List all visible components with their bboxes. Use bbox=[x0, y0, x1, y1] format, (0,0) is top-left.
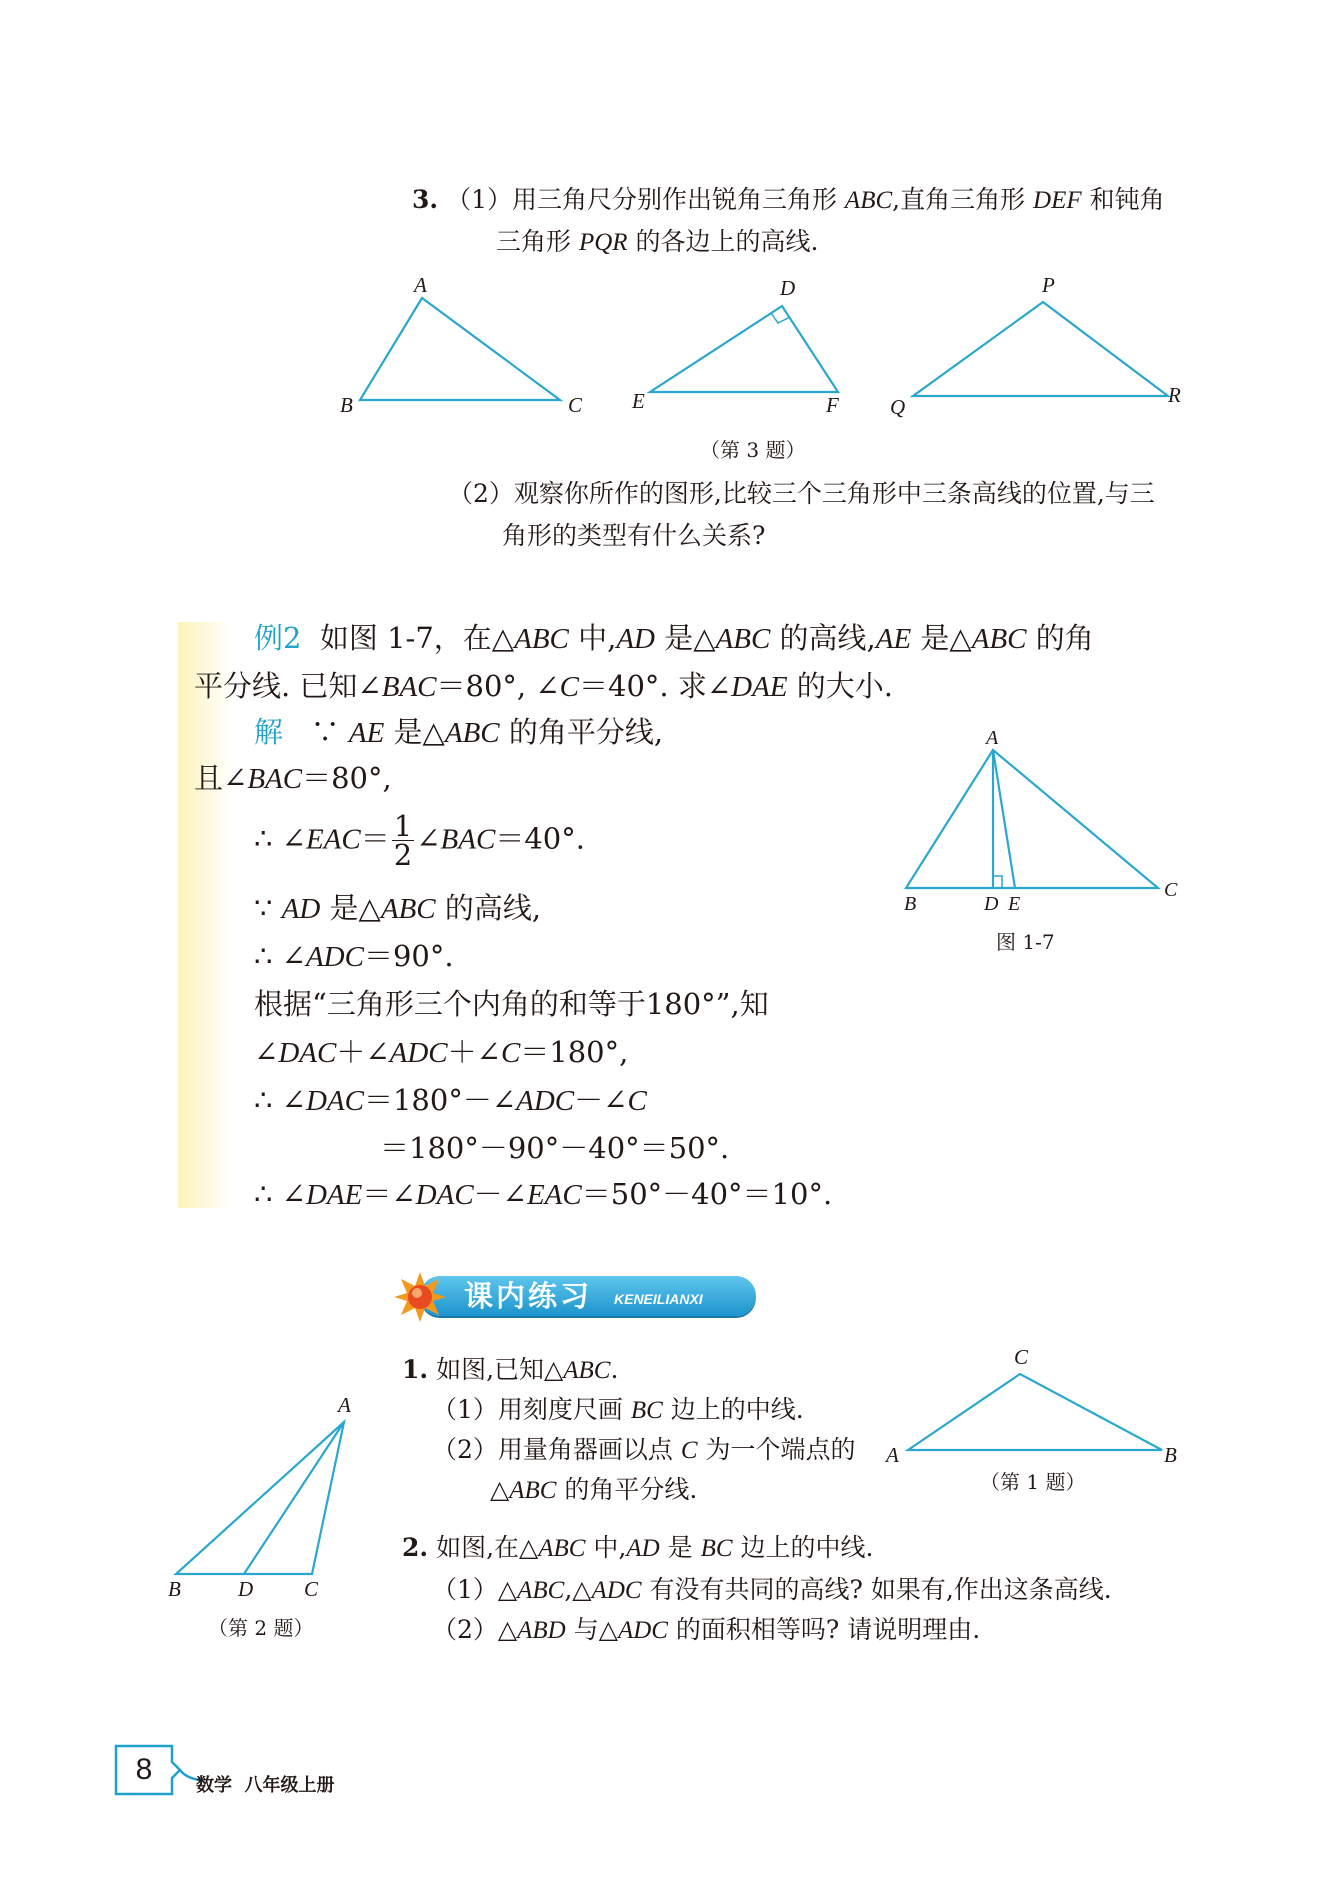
text: 的角 bbox=[1026, 621, 1094, 655]
solution-line8 bbox=[254, 1078, 647, 1123]
text: ＝50°－40°＝10°. bbox=[581, 1177, 833, 1211]
triangle-def bbox=[650, 306, 838, 392]
practice-q2-line3 bbox=[432, 1612, 980, 1649]
text: ＝180°, bbox=[520, 1035, 629, 1069]
math: ABD bbox=[517, 1617, 566, 1644]
text: ＝80°, bbox=[302, 761, 392, 795]
math: DEF bbox=[1033, 187, 1082, 214]
q3-line2 bbox=[496, 224, 818, 261]
text: （2）用量角器画以点 bbox=[432, 1435, 681, 1464]
math: ABC bbox=[971, 623, 1027, 655]
practice-q1-line1 bbox=[402, 1352, 618, 1389]
practice-q2-line2 bbox=[432, 1572, 1112, 1609]
math: ADC bbox=[617, 1617, 668, 1644]
math: ABC bbox=[444, 717, 500, 749]
label-b: B bbox=[168, 1577, 181, 1601]
math: ADC bbox=[305, 941, 364, 973]
practice-q2-figure bbox=[160, 1392, 360, 1602]
math: ADC bbox=[516, 1085, 575, 1117]
text: ∠ bbox=[416, 821, 441, 856]
text: 是△ bbox=[384, 715, 445, 749]
text: 三角形 bbox=[496, 227, 579, 256]
solution-line4 bbox=[254, 886, 541, 931]
text: 的各边上的高线. bbox=[627, 227, 819, 256]
math: ABC bbox=[517, 1577, 565, 1604]
text: ＝40°. bbox=[495, 821, 585, 856]
text: 如图,在△ bbox=[436, 1533, 539, 1562]
practice-q1-caption: （第 1 题） bbox=[980, 1470, 1086, 1494]
math: C bbox=[559, 671, 580, 703]
example-line1 bbox=[254, 616, 1094, 661]
math: BAC bbox=[247, 763, 303, 795]
math: AD bbox=[281, 893, 321, 925]
text: 为一个端点的 bbox=[697, 1435, 856, 1464]
text: 与△ bbox=[565, 1615, 618, 1644]
text: ∠ bbox=[254, 1035, 279, 1069]
math: AE bbox=[348, 717, 385, 749]
label-e: E bbox=[632, 389, 645, 413]
label-c: C bbox=[1164, 879, 1178, 901]
book-title: 数学 八年级上册 bbox=[196, 1775, 335, 1796]
right-angle-mark bbox=[993, 876, 1002, 888]
banner-subtitle: KENEILIANXI bbox=[614, 1291, 703, 1307]
text: . bbox=[610, 1355, 619, 1384]
math: C bbox=[627, 1085, 647, 1117]
label-f: F bbox=[826, 393, 839, 417]
math: EAC bbox=[526, 1179, 582, 1211]
triangle-pqr bbox=[913, 302, 1168, 396]
solution-line3 bbox=[254, 809, 585, 872]
text: －∠ bbox=[473, 1177, 527, 1211]
text: ∴ ∠ bbox=[254, 1083, 306, 1117]
math: ABC bbox=[563, 1357, 611, 1384]
bisector-ae bbox=[993, 750, 1015, 888]
text: 的角平分线. bbox=[556, 1475, 698, 1504]
q3-part2-line2: 角形的类型有什么关系? bbox=[502, 521, 766, 550]
question-number: 1. bbox=[402, 1355, 429, 1384]
practice-q2-line1 bbox=[402, 1530, 873, 1567]
math: PQR bbox=[578, 229, 628, 256]
math: DAE bbox=[731, 671, 788, 703]
text: 平分线. 已知∠ bbox=[194, 669, 382, 703]
math: ABC bbox=[514, 623, 569, 655]
page-number: 8 bbox=[135, 1753, 153, 1786]
text: 是△ bbox=[655, 621, 716, 655]
question-number: 2. bbox=[402, 1533, 429, 1562]
text: ∴ ∠ bbox=[254, 821, 306, 856]
text: ＋∠ bbox=[447, 1035, 501, 1069]
text: 边上的中线. bbox=[662, 1395, 804, 1424]
practice-q1-line4 bbox=[490, 1472, 697, 1509]
practice-q1-line2 bbox=[432, 1392, 804, 1429]
math: ABC bbox=[380, 893, 436, 925]
example-title: 例2 bbox=[254, 621, 302, 655]
text: 中, bbox=[568, 621, 617, 655]
text: ∵ bbox=[310, 715, 349, 749]
label-r: R bbox=[1168, 383, 1181, 407]
text: 且∠ bbox=[194, 761, 248, 795]
solution-line7 bbox=[254, 1030, 628, 1075]
label-b: B bbox=[1164, 1443, 1177, 1467]
solution-line10 bbox=[254, 1172, 832, 1217]
label-d: D bbox=[984, 893, 999, 915]
math: BAC bbox=[440, 823, 496, 856]
triangle-abc bbox=[360, 298, 560, 400]
math: DAC bbox=[278, 1037, 337, 1069]
math: AE bbox=[875, 623, 912, 655]
label-q: Q bbox=[890, 395, 906, 419]
text: 有没有共同的高线? 如果有,作出这条高线. bbox=[641, 1575, 1112, 1604]
label-a: A bbox=[414, 273, 427, 297]
math: DAC bbox=[305, 1085, 364, 1117]
text: △ bbox=[490, 1475, 510, 1504]
text: ∵ bbox=[254, 891, 282, 925]
label-a: A bbox=[338, 1393, 351, 1417]
solution-line5 bbox=[254, 934, 454, 979]
text: 如图 1-7，在△ bbox=[319, 621, 515, 655]
label-e: E bbox=[1008, 893, 1021, 915]
math: ADC bbox=[389, 1037, 448, 1069]
text: 的高线, bbox=[435, 891, 542, 925]
question-number: 3. bbox=[412, 185, 439, 214]
text: 中, bbox=[585, 1533, 627, 1562]
label-a: A bbox=[986, 727, 999, 749]
practice-q1-line3 bbox=[432, 1432, 856, 1469]
fraction bbox=[392, 809, 414, 872]
text: －∠ bbox=[574, 1083, 628, 1117]
text: ＋∠ bbox=[336, 1035, 390, 1069]
text: ＝∠ bbox=[362, 1177, 416, 1211]
math: ABC bbox=[509, 1477, 557, 1504]
text: ∴ ∠ bbox=[254, 939, 306, 973]
math: EAC bbox=[305, 823, 361, 856]
math: AD bbox=[616, 623, 656, 655]
denominator: 2 bbox=[393, 838, 413, 872]
text: ＝40°. 求∠ bbox=[579, 669, 732, 703]
solution-line9: ＝180°－90°－40°＝50°. bbox=[380, 1131, 730, 1165]
text: （2）△ bbox=[432, 1615, 518, 1644]
math: DAC bbox=[415, 1179, 474, 1211]
label-p: P bbox=[1042, 273, 1055, 297]
numerator: 1 bbox=[393, 809, 413, 843]
math: AD bbox=[626, 1535, 660, 1562]
text: 如图,已知△ bbox=[436, 1355, 564, 1384]
text: ∴ ∠ bbox=[254, 1177, 306, 1211]
text: ＝ bbox=[360, 821, 390, 856]
math: ABC bbox=[538, 1535, 586, 1562]
math: ADC bbox=[591, 1577, 642, 1604]
math: BC bbox=[630, 1397, 663, 1424]
math: C bbox=[500, 1037, 521, 1069]
label-d: D bbox=[238, 1577, 254, 1601]
label-c: C bbox=[1014, 1345, 1029, 1369]
q3-figure bbox=[330, 272, 1210, 422]
q3-part2-line1: （2）观察你所作的图形,比较三个三角形中三条高线的位置,与三 bbox=[448, 479, 1155, 508]
text: 边上的中线. bbox=[732, 1533, 874, 1562]
text: 和钝角 bbox=[1081, 185, 1165, 214]
label-b: B bbox=[340, 393, 353, 417]
q3-line1 bbox=[412, 182, 1165, 219]
practice-banner bbox=[392, 1270, 762, 1324]
text: 的面积相等吗? 请说明理由. bbox=[667, 1615, 981, 1644]
math: ABC bbox=[844, 187, 893, 214]
banner-title: 课内练习 bbox=[464, 1279, 593, 1313]
triangle-abc bbox=[906, 750, 1158, 888]
math: C bbox=[680, 1437, 698, 1464]
math: ABC bbox=[715, 623, 771, 655]
practice-q2-caption: （第 2 题） bbox=[208, 1616, 314, 1640]
label-c: C bbox=[568, 393, 583, 417]
text: 的高线, bbox=[770, 621, 876, 655]
text: ＝90°. bbox=[363, 939, 454, 973]
text: 的大小. bbox=[787, 669, 893, 703]
label-c: C bbox=[304, 1577, 319, 1601]
text: ＝180°－∠ bbox=[363, 1083, 517, 1117]
solution-title: 解 bbox=[254, 715, 284, 749]
example-line2 bbox=[194, 664, 893, 709]
math: BC bbox=[700, 1535, 733, 1562]
solution-line6: 根据“三角形三个内角的和等于180°”,知 bbox=[254, 987, 769, 1021]
sun-badge-icon bbox=[392, 1270, 448, 1324]
text: ,直角三角形 bbox=[892, 185, 1034, 214]
q3-caption: （第 3 题） bbox=[700, 438, 806, 462]
text: 的角平分线, bbox=[499, 715, 664, 749]
label-b: B bbox=[904, 893, 917, 915]
solution-line2 bbox=[194, 756, 392, 801]
math: DAE bbox=[305, 1179, 363, 1211]
text: （1）△ bbox=[432, 1575, 518, 1604]
figure-1-7-caption: 图 1-7 bbox=[996, 930, 1055, 954]
text: （1）用三角尺分别作出锐角三角形 bbox=[446, 185, 845, 214]
solution-line1 bbox=[254, 710, 663, 755]
text: 是△ bbox=[320, 891, 381, 925]
practice-q1-figure bbox=[880, 1344, 1180, 1474]
text: （1）用刻度尺画 bbox=[432, 1395, 631, 1424]
text: 是△ bbox=[911, 621, 972, 655]
text: ,△ bbox=[564, 1575, 592, 1604]
label-d: D bbox=[780, 276, 796, 300]
text: ＝80°, ∠ bbox=[436, 669, 560, 703]
math: BAC bbox=[381, 671, 437, 703]
figure-1-7 bbox=[890, 726, 1210, 926]
triangle-abc bbox=[908, 1374, 1162, 1450]
example-highlight-bar bbox=[178, 622, 232, 1208]
text: 是 bbox=[659, 1533, 701, 1562]
label-a: A bbox=[886, 1443, 899, 1467]
